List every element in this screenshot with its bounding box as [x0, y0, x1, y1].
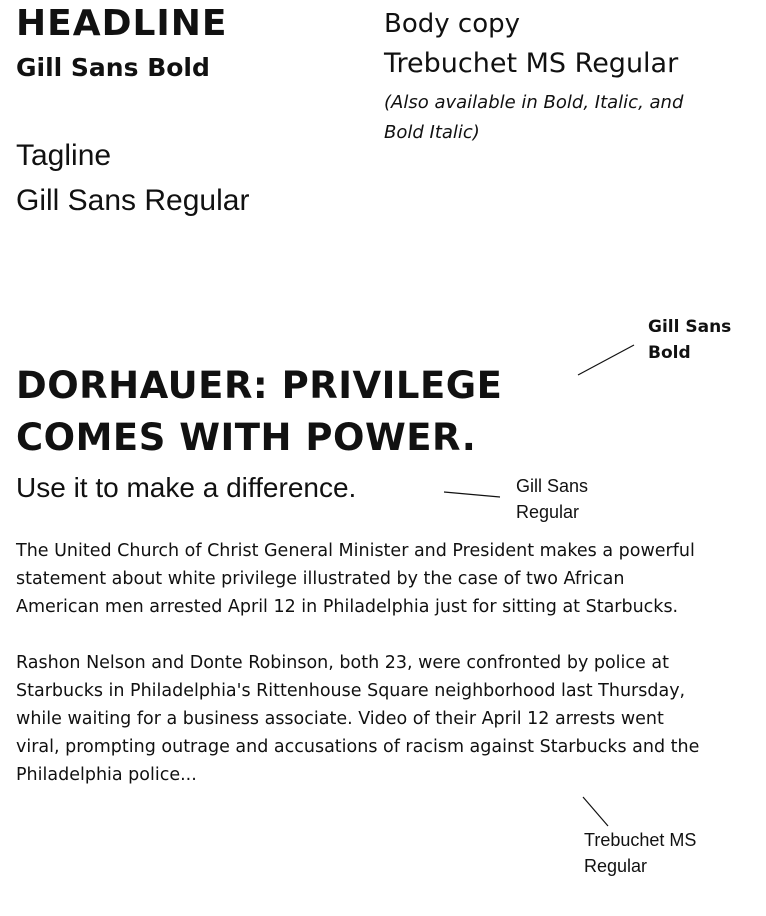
sample-body	[16, 537, 706, 817]
callout-body-font-line: Regular	[584, 856, 648, 876]
sample-body-paragraph: Rashon Nelson and Donte Robinson, both 23, were confronted by police at Starbucks in Philadelphia's Rittenhouse Square neighborhood last Thursday, while waiting for a business associate. Video of their April 12 arrests went viral, prompting outrage and accusations of racism against Starbucks and the Philadelphia police...	[16, 653, 700, 785]
tagline-leader-line	[444, 492, 500, 497]
spec-body-label: Body copy	[384, 9, 520, 39]
callout-tagline-font-line: Gill Sans	[516, 476, 589, 496]
spec-body-variants: (Also available in Bold, Italic, and Bold Italic)	[384, 92, 684, 143]
spec-tagline-label: Tagline	[16, 139, 112, 172]
spec-headline-label: HEADLINE	[16, 3, 228, 44]
spec-body-font: Trebuchet MS Regular	[384, 48, 679, 79]
spec-tagline-font: Gill Sans Regular	[16, 184, 250, 217]
callout-body-font-line: Trebuchet MS	[584, 830, 697, 850]
callout-headline-font-line: Bold	[648, 343, 691, 363]
callout-tagline-font	[516, 473, 588, 525]
callout-headline-font-line: Gill Sans	[648, 317, 732, 337]
callout-body-font	[584, 827, 696, 879]
sample-body-paragraph: The United Church of Christ General Minister and President makes a powerful statement about white privilege illustrated by the case of two African American men arrested April 12 in Philadelphia just for sitting at Starbucks.	[16, 541, 695, 617]
callout-headline-font	[648, 314, 731, 366]
callout-tagline-font-line: Regular	[516, 502, 580, 522]
sample-tagline: Use it to make a difference.	[16, 472, 357, 503]
sample-headline: DORHAUER: PRIVILEGE COMES WITH POWER.	[16, 364, 503, 459]
spec-headline-font: Gill Sans Bold	[16, 53, 210, 82]
